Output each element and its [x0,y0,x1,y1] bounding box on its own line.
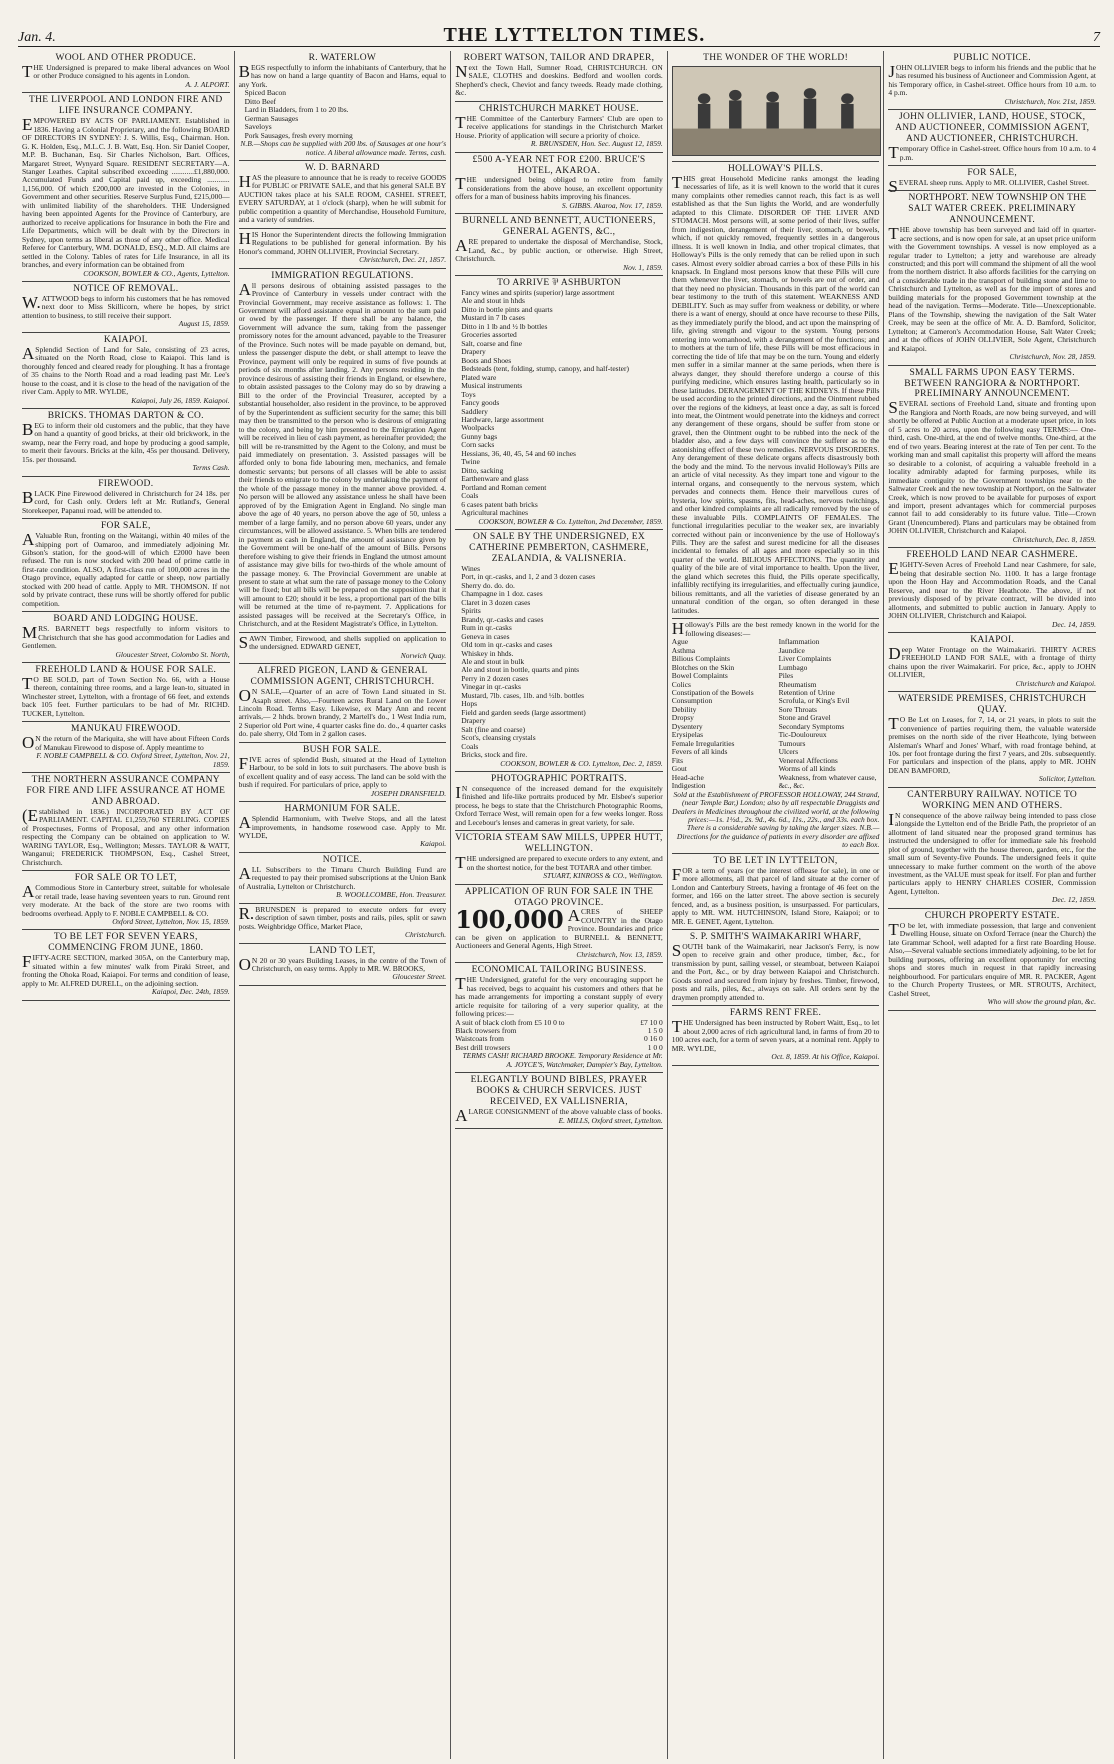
list-item: Ague [671,637,689,647]
list-item: Old tom in qr.-casks and cases [461,640,553,650]
advertisement [455,276,663,530]
ad-heading: CHRISTCHURCH MARKET HOUSE. [479,103,639,114]
ad-signature: Dec. 12, 1859. [1052,895,1096,905]
list-item: Wines [461,563,481,573]
ad-body: SOUTH bank of the Waimakariri, near Jackson's Ferry, is now open to receive grain and other produce, timber, &c., for transmission by punt, sailing vessel, or steamboat, between Kaiapoi and the Port, &c., or by dray between Kaiapoi and Christchurch. Goods stored and secured from injury by freshes. Timber, firewood, posts and rails, piles, &c., always on sale. All orders sent by the draymen promptly attended to. [671,941,880,1002]
item-cell: Best drill trowsers [455,1042,511,1052]
advertisement [455,51,663,102]
ad-body: ON the return of the Mariquita, she will have about Fifteen Cords of Manukau Firewood to dispose of. Apply meantime to [22,733,230,753]
ad-signature: Christchurch and Kaiapoi. [1015,678,1096,688]
ad-body: MRS. BARNETT begs respectfully to inform visitors to Christchurch that she has good accommodation for Ladies and Gentlemen. [22,623,230,651]
list-item: Bilious Complaints [671,654,730,664]
ad-heading: THE LIVERPOOL AND LONDON FIRE AND LIFE INSURANCE COMPANY. [29,95,223,117]
ad-signature: COOKSON, BOWLER & CO., Agents, Lyttelton. [83,268,230,278]
ad-signature: Christchurch. [405,930,447,940]
ad-body: HAS the pleasure to announce that he is ready to receive GOODS for PUBLIC or PRIVATE SALE, and that his general SALE BY AUCTION takes place at his SALE ROOM, CASHEL STREET, EVERY SATURDAY, at 1 o'clock (sharp), when he will submit for public competition a quantity of Merchandise, Household Furniture, and a variety of sundries. [238,172,447,225]
ad-heading: FREEHOLD LAND & HOUSE FOR SALE. [35,665,217,676]
ad-heading: ROBERT WATSON, TAILOR AND DRAPER, [463,53,655,63]
list-item: Colics [671,679,691,689]
list-item: Ditto in bottle pints and quarts [461,304,553,314]
list-item: Whiskey in hhds. [461,648,514,658]
advertisement [455,214,663,276]
ad-signature: STUART, KINROSS & CO., Wellington. [543,871,663,881]
list-item: Jaundice [778,645,805,655]
ad-heading: NOTICE OF REMOVAL. [73,284,179,295]
ad-body: FOR a term of years (or the interest offlease for sale), in one or more allotments, all that parcel of land situate at the corner of London and Canterbury Streets, having a frontage of 46 feet on the former, and 166 on the latter street. The above section is securely fenced, and, as a business position, is unsurpassed. For particulars, apply to MR. WM. HUTCHINSON, Island Store, Kaiapoi; or to MR. E. GENET, Agent, Lyttelton. [671,864,880,926]
ad-heading: ALFRED PIGEON, LAND & GENERAL COMMISSION AGENT, CHRISTCHURCH. [250,666,435,688]
list-item: Musical instruments [461,381,523,391]
list-item: Lard in Bladders, from 1 to 20 lbs. [244,105,349,115]
list-item: Claret in 3 dozen cases [461,597,531,607]
list-item: Sore Throats [778,704,817,714]
price-cell: 1 0 0 [647,1042,663,1052]
ad-body: JOHN OLLIVIER begs to inform his friends and the public that he has resumed his business of Auctioneer and Commission Agent, at his Temporary office, in Cashel-street. Office hours from 10 a.m. to 4 p.m. [888,61,1096,98]
ad-body: THIS great Household Medicine ranks amongst the leading necessaries of life, as it is well known to the world that it cures many complaints other remedies cannot reach, this fact is as well established as that the Sun lights the World, and are wonderfully adapted to this Climate. DISORDER OF THE LIVER AND STOMACH. Most persons will, at some period of their lives, suffer from indigestion, derangement of their liver, stomach, or bowels, which, if not quickly removed, frequently settles in a dangerous illness. It is well known in India, and other tropical climates, that Holloway's Pills is the only remedy that can be relied upon in such cases. Almost every soldier abroad carries a box of these Pills in his knapsack. In England most persons know that these Pills will cure them whenever the liver, stomach, or bowels are out of order, and that they need no physician. Thousands in this part of the world can bear testimony to the truth of this statement. WEAKNESS AND DEBILITY. Such as may suffer from weakness or debility, or where there is a want of energy, should at once have recourse to these Pills, as they immediately purify the blood, and act upon the mainspring of life, giving strength and vigour to the system. Young persons entering into womanhood, with a derangement of the functions; and to mothers at the turn of life, these Pills will be most efficacious in correcting the tide of life that may be on the turn. Young and elderly men suffer in a similar manner at the same periods, when there is always danger, they should therefore undergo a course of this purifying medicine, which ensures lasting health, particularly so in these latitudes. DERANGEMENT OF THE KIDNEYS. If these Pills be used according to the printed directions, and the Ointment rubbed over the regions of the kidneys, at least once a day, as salt is forced into meat, the Ointment would penetrate into the kidneys and correct any derangement of these organs, should be suffer from stone or gravel, then the Ointment ought to be rubbed into the neck of the bladder also, and a few days will convince the sufferer as to the astonishing effect of these two remedies. NERVOUS DISORDERS. Any derangement of these delicate organs affects disastrously both the body and the mind. To the nervous invalid Holloway's Pills are an article of vital necessity. As they impart tone and vigour to the internal organs, and consequently to the nervous system, which pervades and connects them. Hence their marvellous cures of hysteria, low spirits, spasms, fits, head-aches, nervous twitchings, and other kindred complaints are all radically removed by the use of these invaluable Pills. COMPLAINTS OF FEMALES. The functional irregularities peculiar to the weaker sex, are invariably corrected without pain or inconvenience by the use of Holloway's Pills. They are the safest and surest medicine for all the diseases incidental to females of all ages and more especially so in this quarter of the world. BILIOUS AFFECTIONS. The quantity and quality of the bile are of vital importance to health. Upon the liver, the gland which secretes this fluid, the Pills operate specifically, infallibly rectifying its irregularities, and effectually curing jaundice, bilious remittants, and all the varieties of disease generated by an unnatural condition of the organ, so often deranged in these latitudes. [671,172,880,615]
list-item: Scrofula, or King's Evil [778,696,850,706]
list-item: Fancy wines and spirits (superior) large assortment [461,287,615,297]
ad-body: W.ATTWOOD begs to inform his customers that he has removed next door to Miss Skillicorn, where he hopes, by strict attention to business, to still receive their support. [22,293,230,320]
price-cell: 1 5 0 [647,1026,663,1035]
ad-body: IN consequence of the above railway being intended to pass close alongside the Lyttelton end of the Bridle Path, the proprietor of an allotment of land situated near the proposed grand terminus has instructed the undersigned to offer for immediate sale his freehold plot of ground, together with the house thereon, garden, etc., for the small sum of Seventy-five Pounds. The undersigned feels it quite unnecessary to make further comment on the worth of the above investment, as the VALUE must speak for itself. For plan and further particulars apply to HENRY CHARLES COSIER, Commission Agent, Lyttelton. [888,809,1096,896]
ad-signature: N.B.—Shops can be supplied with 200 lbs. of Sausages at one hour's notice. A liberal allowance made. Terms, cash. [240,139,447,157]
advertisement [22,51,230,93]
advertisement [239,944,447,986]
item-cell: Black trowsers from [455,1026,517,1035]
advertisement [672,854,880,930]
goods-list [455,565,663,760]
advertisement [22,612,230,663]
ad-heading: TO ARRIVE ⅌ ASHBURTON [497,278,621,289]
list-item: Coals [461,491,479,501]
list-item: Bricks, stock and fire. [461,750,528,760]
ad-heading: SMALL FARMS UPON EASY TERMS. BETWEEN RANGIORA & NORTHPORT. PRELIMINARY ANNOUNCEMENT. [904,367,1081,400]
list-item: Boots and Shoes [461,355,512,365]
advertisement [455,772,663,831]
ad-body: THE above township has been surveyed and laid off in quarter-acre sections, and is now open for sale, at an upset price uniform with the Government townships. A vessel is now employed as a regular trader to Lyttelton; a jetty and warehouse are already constructed; and this port will command the shipment of all the wool from the northern district. It also affords facilities for the carrying on of a considerable trade in the transport of building stone and lime to Christchurch and Lyttelton, as well as for the import of stores and building materials for the proposed Government township at the head of the navigation. Terms—Moderate. Title—Unexceptionable. Plans of the Township, shewing the navigation of the Salt Water Creek, may be seen at the office of Mr. A. D. Bamford, Solicitor, Lyttelton; at Cameron's Accommodation House, Salt Water Creek; and at the offices of JOHN OLLIVIER, Sole Agent, Christchurch and Kaiapoi. [888,224,1096,353]
list-item: Portland and Roman cement [461,482,547,492]
advertisement [22,333,230,409]
advertisement [455,1073,663,1129]
list-item: Secondary Symptoms [778,721,845,731]
ad-heading: LAND TO LET, [309,945,376,956]
ad-heading: MANUKAU FIREWOOD. [70,724,181,735]
ad-body: THE undersigned are prepared to execute orders to any extent, and on the shortest notice, for the best TOTARA and other timber. [455,853,663,873]
ad-body: HIS Honor the Superintendent directs the following Immigration Regulations to be published for general information. By his Honor's command, JOHN OLLIVIER, Provincial Secretary. [238,228,447,256]
ad-signature: Gloucester Street, Colombo St. North, [115,649,230,659]
advertisement [455,885,663,964]
advertisement [22,409,230,477]
advertisement [22,930,230,1000]
ad-body: AValuable Run, fronting on the Waitangi, within 40 miles of the shipping port of Oamaroo, and immediately adjoining Mr. Gibson's station, for the good-will of which £2000 have been refused. The run is now stocked with 200 head of prime cattle in first-rate condition. ALSO, A first-class run of 100,000 acres in the Otago province, equally adapted for cattle or sheep, now partially stocked with 200 head of cattle. Apply to MR. THOMSON. If not sold by private contract, these runs will be shortly offered for public competition. [22,530,230,608]
list-item: Mustard in 7 lb cases [461,313,525,323]
advertisement [888,633,1096,692]
advertisement [888,788,1096,909]
ad-signature: JOSEPH DRANSFIELD. [370,788,447,798]
woodcut-illustration [672,66,882,156]
advertisement [888,909,1096,1011]
ad-signature: TERMS CASH! RICHARD BROOKE. Temporary Residence at Mr. A. JOYCE'S, Watchmaker, Dampier's Bay, Lyttelton. [462,1051,663,1069]
list-item: Indigestion [671,781,706,791]
ad-body: TO be let, with immediate possession, that large and convenient Dwelling House, situate on Oxford Terrace (near the Church) the late Grammar School, well adapted for a first rate Boarding House. Also,—Several valuable sections immediately adjoining, to be let for building purposes, offering an excellent opportunity for erecting shops and stores much in request in that rapidly increasing neighbourhood. For particulars enquire of MR. R. PACKER, Agent to the Church Property Trustees, or MR. STROUTS, Architect, Cashel Street, [888,919,1096,998]
ad-body: SEVERAL sheep runs. Apply to MR. OLLIVIER, Cashel Street. [888,176,1089,196]
list-item: Groceries assorted [461,330,517,340]
ad-heading: WATERSIDE PREMISES, CHRISTCHURCH QUAY. [898,694,1087,716]
ad-heading: VICTORIA STEAM SAW MILLS, UPPER HUTT, WELLINGTON. [455,833,663,855]
list-item: Constipation of the Bowels [671,687,754,697]
advertisement [22,519,230,612]
ad-signature: E. MILLS, Oxford street, Lyttelton. [558,1115,663,1125]
list-item: Mustard, 7lb. cases, 1lb. and ½lb. bottles [461,690,585,700]
list-item: Liver Complaints [778,654,832,664]
list-item: Salt (fine and coarse) [461,724,526,734]
list-item: Ale and stout in hhds [461,296,525,306]
advertisement [22,477,230,519]
ad-body: THE Undersigned has been instructed by Robert Waitt, Esq., to let about 2,000 acres of rich agricultural land, in farms of from 20 to 100 acres each, for a term of seven years, at a nominal rent. Apply to MR. WYLDE, [671,1017,880,1053]
ad-heading: THE WONDER OF THE WORLD! [703,53,849,63]
ad-heading: R. WATERLOW [308,53,377,63]
list-item: Ale and stout in bulk [461,657,525,666]
ad-signature: Christchurch, Dec. 21, 1857. [359,255,447,265]
ad-signature: F. NOBLE CAMPBELL & CO. Oxford Street, Lyttelton, Nov. 21, 1859. [36,751,230,769]
advertisement [455,530,663,772]
list-item: Lumbago [778,662,808,672]
list-item: Twine [461,457,480,467]
list-item: Weakness, from whatever cause, &c., &c. [778,772,877,791]
advertisement [888,110,1096,166]
list-item: Gout [671,764,687,774]
ad-body: TO Be Let on Leases, for 7, 14, or 21 years, in plots to suit the convenience of parties requiring them, the valuable waterside premises on the north side of the river Heathcote, lying between Alsleman's Wharf and Jones' Wharf, with road frontage behind, at 10s. per foot frontage during the first 7 years, and 20s. subsequently. For particulars and inspection of the plans, apply to MR. JOHN DEAN BAMFORD, [888,714,1096,775]
list-item: Rum in qr.-casks [461,623,512,633]
ad-body: ON 20 or 30 years Building Leases, in the centre of the Town of Christchurch, on easy terms. Apply to MR. W. BROOKS, [238,954,447,974]
list-item: Stone and Gravel [778,713,831,723]
ad-heading: FOR SALE, [100,521,151,532]
ad-signature: Nov. 1, 1859. [623,262,663,272]
list-item: Retention of Urine [778,687,835,697]
list-item: Drapery [461,716,486,726]
ad-heading: FIREWOOD. [98,478,154,489]
ad-heading: £500 A-YEAR NET FOR £200. BRUCE'S HOTEL, AKAROA. [472,154,646,176]
list-item: Head-ache [671,772,704,782]
ad-heading: W. D. BARNARD [304,163,380,174]
list-item: Consumption [671,696,713,706]
ad-heading: HOLLOWAY'S PILLS. [728,163,824,174]
advertisement [455,963,663,1073]
ad-body: IN consequence of the increased demand for the exquisitely finished and life-like portraits produced by Mr. Elsbee's superior process, he begs to state that the Christchurch Photographic Rooms, Oxford Terrace West, will remain open for a few weeks longer. Ross and Lecebour's lenses and cameras in great variety, for sale. [455,783,663,827]
advertisement [239,161,447,229]
column-1 [18,51,235,1759]
ad-signature: Christchurch, Nov. 28, 1859. [1009,352,1096,362]
ad-body: THE Undersigned, grateful for the very encouraging support he has received, begs to acquaint his customers and others that he has made arrangements for importing a constant supply of every article requisite for tailoring of a very superior quality, at the following prices:— [455,974,663,1019]
ad-signature: A. J. ALPORT. [185,79,230,89]
advertisement [455,153,663,215]
advertisement [239,904,447,944]
list-item: Rheumatism [778,679,817,689]
list-item: Dysentery [671,721,703,731]
ad-signature: Kaiapoi. [420,839,447,849]
ad-body: SEVERAL sections of Freehold Land, situate and fronting upon the Rangiora and North Roads, are now being surveyed, and will shortly be offered at Public Auction at a moderate upset price, in lots of 5 acres to 20 acres, upon the following easy TERMS:— One-third, cash. One-third, at the end of twelve months. One-third, at the end of two years. Bearing interest at the rate of Ten per cent. To the working man and small capitalist this property will afford the means so desirable to a colonist, of acquiring a valuable freehold in a locality admirably adapted for farming purposes, while its immediate contiguity to the Government townships near to the Saltwater Creek and the new township at Northport, on the Saltwater Creek, which is now proved to be available for purposes of export and import, present advantages which for commercial purposes cannot fail to add considerably to its future value. Title—Crown Grant (Unencumbered). Plans and particulars may be obtained from JOHN OLLIVIER, Christchurch and Kaiapoi. [888,398,1096,536]
advertisement [239,229,447,269]
list-item: Drapery [461,347,486,357]
advertisement [672,619,880,854]
list-item: German Sausages [244,113,299,123]
ad-heading: ON SALE BY THE UNDERSIGNED, EX CATHERINE PEMBERTON, CASHMERE, ZEALANDIA, & VALISNERIA. [469,532,649,564]
list-item: Field and garden seeds (large assortment) [461,707,586,717]
ad-body: ALL Subscribers to the Timaru Church Building Fund are requested to pay their promised subscriptions at the Union Bank of Australia, Lyttelton or Christchurch. [238,863,447,891]
advertisement [888,692,1096,788]
list-item: Champagne in 1 doz. cases [461,589,543,599]
advertisement [239,802,447,853]
list-item: Pork Sausages, fresh every morning [244,130,353,140]
list-item: Port, in qr.-casks, and 1, 2 and 3 dozen cases [461,572,596,582]
list-item: Tic-Douloureux [778,730,827,740]
ad-signature: R. BRUNSDEN, Hon. Sec. August 12, 1859. [530,139,663,149]
advertisement [239,853,447,904]
big-figure: 100,000 [455,905,564,935]
list-item: Spiced Bacon [244,88,287,98]
ad-signature: Terms Cash. [192,463,230,473]
ad-signature: Kaiapoi, July 26, 1859. Kaiapoi. [131,395,230,405]
advertisement [22,93,230,282]
ad-heading: BOARD AND LODGING HOUSE. [53,614,199,625]
column-3 [451,51,668,1759]
list-item: Toys [461,389,476,399]
price-cell: £7 10 0 [640,1017,663,1027]
list-item: Coals [461,741,479,751]
ad-signature: Kaiapoi, Dec. 24th, 1859. [151,987,230,997]
ad-heading: ECONOMICAL TAILORING BUSINESS. [471,965,647,976]
list-item: Asthma [671,645,696,655]
ad-heading: FREEHOLD LAND NEAR CASHMERE. [906,550,1078,561]
advertisement [239,633,447,664]
ad-body: EIGHTY-Seven Acres of Freehold Land near Cashmere, for sale, being that desirable section No. 1100. It has a large frontage upon the Hoon Hay and Accommodation Roads, and the Canal Reserve, and near to the River Heathcote. The above, if not previously disposed of by private contract, will be divided into allotments, and submitted to public auction in January. Apply to JOHN OLLIVIER, Christchurch and Kaiapoi. [888,559,1096,621]
ad-body: FIVE acres of splendid Bush, situated at the Head of Lyttelton Harbour, to be sold in lots to suit purchasers. The above bush is of excellent quality and of easy access. The land can be sold with the bush if required. For particulars of price, apply to [238,753,447,790]
list-item: Female Irregularities [671,738,735,748]
item-cell: A suit of black cloth from £5 10 0 to [455,1017,565,1027]
ad-heading: PHOTOGRAPHIC PORTRAITS. [490,774,627,785]
list-item: Plated ware [461,372,497,382]
advertisement [22,282,230,333]
list-item: Venereal Affections [778,755,838,765]
ad-heading: IMMIGRATION REGULATIONS. [271,270,414,281]
list-item: Inflammation [778,637,820,647]
ad-heading: PUBLIC NOTICE. [953,53,1031,63]
list-item: Geneva in cases [461,631,510,641]
ad-signature: Solicitor, Lyttelton. [1038,774,1096,784]
price-cell: 0 16 0 [644,1034,663,1044]
ad-heading: NOTICE. [322,854,363,865]
ad-heading: WOOL AND OTHER PRODUCE. [55,53,197,63]
advertisement [455,831,663,884]
ad-signature: COOKSON, BOWLER & Co. Lyttelton, 2nd December, 1859. [478,516,663,526]
list-item: Agricultural machines [461,508,529,518]
list-item: Hardware, large assortment [461,414,544,424]
ad-heading: TO BE LET IN LYTTELTON, [713,855,838,866]
ad-body: ASplendid Harmonium, with Twelve Stops, and all the latest improvements, in handsome rosewood case. Apply to Mr. WYLDE, [238,813,447,841]
ad-body: Next the Town Hall, Sumner Road, CHRISTCHURCH. ON SALE, CLOTHS and doeskins. Bedford and woollen cords. Shepherd's check, Cheviot and fancy tweeds. Ready made clothing, &c. [455,61,663,98]
ad-heading: S. P. SMITH'S WAIMAKARIRI WHARF, [689,932,862,943]
ad-signature: Dec. 14, 1859. [1052,619,1096,629]
page-number: 7 [1092,30,1100,45]
list-item: Ulcers [778,747,799,757]
advertisement [239,743,447,802]
ad-signature: S. GIBBS. Akaroa, Nov. 17, 1859. [561,200,663,210]
ad-signature: COOKSON, BOWLER & CO. Lyttelton, Dec. 2, 1859. [500,758,663,768]
item-cell: Waistcoats from [455,1034,504,1044]
advertisement [888,166,1096,196]
disease-list [672,638,880,790]
list-item: Saveloys [244,122,272,132]
advertisement [455,102,663,153]
columns [18,51,1100,1759]
advertisement [888,51,1096,110]
list-item: Bowel Complaints [671,671,728,681]
list-item: Fits [671,755,684,765]
ad-heading: BRICKS. THOMAS DARTON & CO. [47,411,204,422]
ad-heading: ELEGANTLY BOUND BIBLES, PRAYER BOOKS & CHURCH SERVICES. JUST RECEIVED, EX VALLISNERIA, [470,1075,648,1108]
advertisement [239,51,447,161]
ad-heading: BURNELL AND BENNETT, AUCTIONEERS, GENERAL AGENTS, &C., [462,216,656,238]
list-item: Fancy goods [461,398,500,408]
issue-date: Jan. 4. [18,30,56,45]
advertisement [672,1006,880,1065]
ad-heading: CHURCH PROPERTY ESTATE. [924,910,1060,921]
advertisement [888,191,1096,365]
advertisement [239,664,447,743]
column-4 [668,51,885,1759]
list-item: 6 cases patent bath bricks [461,499,538,509]
list-item: Dropsy [671,713,694,723]
ad-signature: Gloucester Street. [392,972,447,982]
masthead [18,24,1100,47]
ad-body: TO BE SOLD, part of Town Section No. 66, with a House thereon, containing three rooms, and a large lean-to, situated in Winchester street, Lyttelton, with a frontage of 66 feet, and extends back 105 feet. Further particulars to be had of Mr. RICHD. TUCKER, Lyttelton. [22,674,230,718]
ad-heading: KAIAPOI. [970,635,1015,646]
list-item: Ditto in 1 lb and ½ lb bottles [461,321,548,331]
ad-body: All persons desirous of obtaining assisted passages to the Province of Canterbury in vessels under contract with the Provincial Government, may receive assistance as follows: 1. The Government will afford assistance equal in amount to the sum paid or owed by the passenger. If there shall be any balance, the Government will advance the sum, taking from the passenger promissory notes for the amount advanced, payable to the Treasurer of the Province. Such notes will be made payable on demand, but, unless the passenger dispute the debt, or shall attempt to leave the Province, payment will only be required in sums of five pounds at periods of six months after landing. 2. Any persons residing in the province desirous of assisting their friends in England, or elsewhere, to obtain assisted passages to the Colony may do so by drawing a Bill to the order of the Provincial Treasurer, accepted by a substantial householder, also resident in the province, to be approved of by the Superintendent as sufficient security for the same; this bill may then be transmitted to the person who is desirous of emigrating to the colony, and being by him presented to the Emigration Agent will be received in lieu of cash payment, as hereinafter provided; the bill will be re-transmitted by the Agent to the Colony, and must be paid immediately on presentation. 3. Assisted passages will be afforded only to bona fide labouring men, mechanics, and female domestic servants; but persons of all classes will be able to assist their friends to emigrate to the colony by undertaking the payment of the whole of the passage money in the manner above provided. 4. No person will be allowed any assistance unless he shall have been approved of by the Emigration Agent in England. No single man above the age of 40 years, no person above the age of 50, unless a member of a large family, and no person above 60 years, under any circumstances, will be allowed assistance. 5. When bills are tendered in payment as cash in England, the amount of assistance given by the Government will be one-half of the amount of Bills. Persons therefore wishing to give their friends in England the utmost amount of assistance may give bills for two-thirds of the whole amount of the passage money. 6. The Provincial Government are unable at present to state at what sum the rate of passage money to the Colony will be fixed; but all bills will be prepared on the supposition that it will amount to £20; should it be less, a proportional part of the bills will be returned at the time of re-payment. 7. Applications for assisted passages will be received at the Secretary's Office, in Christchurch, and at the Resident Magistrate's Office, in Lyttelton. [238,279,447,629]
advertisement [672,162,880,619]
ad-heading: APPLICATION OF RUN FOR SALE IN THE OTAGO PROVINCE. [464,886,654,908]
ad-heading: THE NORTHERN ASSURANCE COMPANY FOR FIRE AND LIFE ASSURANCE AT HOME AND ABROAD. [26,775,226,807]
ad-body: BEGS respectfully to inform the inhabitants of Canterbury, that he has now on hand a large quantity of Bacon and Hams, equal to any York. [238,61,447,89]
list-item: Salt, coarse and fine [461,338,522,348]
list-item: Erysipelas [671,730,704,740]
list-item: Bedsteads (tent, folding, stump, canopy, and half-tester) [461,364,629,374]
ad-heading: TO BE LET FOR SEVEN YEARS, COMMENCING FROM JUNE, 1860. [48,932,204,954]
list-item: Perry in 2 dozen cases [461,673,529,683]
newspaper-title: THE LYTTELTON TIMES. [443,24,706,46]
ad-body: ON SALE,—Quarter of an acre of Town Land situated in St. Asaph street. Also,—Fourteen acres Rural Land on the Lower Lincoln Road. Terms Easy. Likewise, ex Mary Ann and recent arrivals,— 2 hhds. brown brandy, 2 Martell's do., 1 West India rum, 2 Superior old Port wine, 4 quarter casks fine do. do., 4 quarter casks do. pale sherry, Old Tom in 2 gallon cases. [238,686,447,739]
advertisement [239,269,447,633]
advertisement [888,548,1096,633]
list-item: Spirits [461,606,481,616]
ad-body: ACRES of SHEEP COUNTRY in the Otago Province. Boundaries and price can be given on application to BURNELL & BENNETT, Auctioneers and General Agents, High Street. [455,906,663,951]
list-item: Vinegar in qr.-casks [461,682,521,692]
ad-signature: Oct. 8, 1859. At his Office, Kaiapoi. [771,1052,880,1062]
ad-signature: Christchurch, Nov. 21st, 1859. [1004,96,1096,106]
goods-list [455,289,663,518]
ad-heading: NORTHPORT. NEW TOWNSHIP ON THE SALT WATER CREEK. PRELIMINARY ANNOUNCEMENT. [908,193,1087,226]
list-item: Woolpacks [461,423,495,433]
ad-signature: Christchurch, Nov. 13, 1859. [576,949,663,959]
ad-body: Holloway's Pills are the best remedy known in the world for the following diseases:— [671,619,880,639]
advertisement [888,366,1096,549]
price-table [455,1019,663,1053]
ad-body: ACommodious Store in Canterbury street, suitable for wholesale or retail trade, lease having seventeen years to run. Ground rent very moderate. At the back of the store are two rooms with bedrooms overhead. Apply to F. NOBLE CAMPBELL & CO. [22,882,230,918]
list-item: Worms of all kinds [778,764,836,774]
list-item: Tumours [778,738,806,748]
ad-signature: August 15, 1859. [178,319,230,329]
ad-signature: B. WOOLLCOMBE, Hon. Treasurer. [336,890,447,900]
list-item: Piles [778,671,794,681]
goods-list [239,89,447,140]
ad-heading: FOR SALE, [967,167,1018,178]
ad-heading: BUSH FOR SALE. [302,744,382,755]
ad-heading: KAIAPOI. [103,334,148,345]
ad-body: SAWN Timber, Firewood, and shells supplied on application to the undersigned. EDWARD GENET, [238,632,447,652]
list-item: Ditto Beef [244,96,277,106]
ad-signature: Norwich Quay. [400,650,447,660]
list-item: Ditto, sacking [461,465,504,475]
ad-heading: CANTERBURY RAILWAY. NOTICE TO WORKING MEN AND OTHERS. [907,789,1078,811]
list-item: Ale and stout in bottle, quarts and pints [461,665,580,675]
list-item: Hops [461,699,478,709]
ad-body: ASplendid Section of Land for Sale, consisting of 23 acres, situated on the North Road, close to Kaiapoi. This land is thoroughly fenced and cleared ready for ploughing. It has a frontage of 35 chains to the North Road and a road leading past Mr. Lee's house to the coast, and it is close to the head of the navigation of the river Cam. Apply to MR. WYLDE, [22,343,230,397]
ad-heading: HARMONIUM FOR SALE. [284,804,401,815]
ad-body: THE undersigned being obliged to retire from family considerations from the above house, an excellent opportunity offers for a man of business habits improving his finances. [455,174,663,202]
advertisement [22,663,230,722]
ad-body: Deep Water Frontage on the Waimakariri. THIRTY ACRES FREEHOLD LAND FOR SALE, with a frontage of thirty chains upon the river Waimakariri. For price, &c., apply to JOHN OLLIVIER, [888,643,1096,680]
ad-body: ARE prepared to undertake the disposal of Merchandise, Stock, Land, &c., by public auction, or otherwise. High Street, Christchurch. [455,236,663,264]
column-2 [235,51,452,1759]
ad-body: THE Undersigned is prepared to make liberal advances on Wool or other Produce consigned to his agents in London. [22,61,230,81]
advertisement [672,51,880,162]
ad-signature: Sold at the Establishment of PROFESSOR HOLLOWAY, 244 Strand, (near Temple Bar,) London; also by all respectable Druggists and Dealers in Medicines throughout the civilized world, at the following prices:—1s. 1½d., 2s. 9d., 4s. 6d., 11s., 22s., and 33s. each box. There is a considerable saving by taking the larger sizes. N.B.—Directions for the guidance of patients in every disorder are affixed to each Box. [672,789,880,850]
advertisement [672,930,880,1006]
list-item: Scot's, cleansing crystals [461,733,536,743]
list-item: Saddlery [461,406,488,416]
ad-body: Temporary Office in Cashel-street. Office hours from 10 a.m. to 4 p.m. [888,143,1096,163]
advertisement [22,773,230,871]
ad-body: BEG to inform their old customers and the public, that they have on hand a quantity of good bricks, at their old brickwork, in the swamp, near the Ferry road, and hope by producing a good sample, to merit their favours. Bricks at the kiln, 45s per thousand. Delivery, 15s. per thousand. [22,420,230,464]
ad-body: THE Committee of the Canterbury Farmers' Club are open to receive applications for standings in the Christchurch Market House. Priority of application will secure a priority of choice. [455,112,663,140]
list-item: Debility [671,704,697,714]
ad-body: EMPOWERED BY ACTS OF PARLIAMENT. Established in 1836. Having a Colonial Proprietary, and the following BOARD OF DIRECTORS IN SYDNEY: J. S. Willis, Esq., Chairman. Hon. G. K. Holden, Esq., M.L.C. J. B. Watt, Esq. Hon. Sir Daniel Cooper, M.P. B. Buchanan, Esq. Sir Charles Nicholson, Bart. Offices, Margaret Street, Wynyard Square. RESIDENT SECRETARY—A. Stanger Leathes. Capital subscribed exceeding ............£1,880,000. Accumulated Funds and Capital paid up, exceeding ............ 1,156,000. Of which £200,000 are invested in the Colonies, in Government and other securities. Reserve Surplus Fund, £215,000—with unlimited liability of the shareholders. THE Undersigned having been appointed Agents for the Province of Canterbury, are authorized to receive applications for Insurance in both the Fire and Life Departments, which will be dealt with by the Directors in Sydney, upon terms as liberal as those of any other office. Medical Referee for Canterbury, WM. DONALD, ESQ., M.D. All claims are settled in the Colony. Tables of rates for Life Insurance, in all its branches, and every information can be obtained from [22,115,230,270]
list-item: Sherry do. do. do. [461,580,515,590]
list-item: Earthenware and glass [461,474,529,484]
ad-signature: Who will show the ground plan, &c. [987,997,1096,1007]
ad-signature: Oxford Street, Lyttelton, Nov. 15, 1859. [112,916,230,926]
ad-heading: FARMS RENT FREE. [729,1008,822,1019]
column-5 [884,51,1100,1759]
ad-heading: JOHN OLLIVIER, LAND, HOUSE, STOCK, AND AUCTIONEER, COMMISSION AGENT, AND AUCTIONEER, CHRISTCHURCH. [895,112,1090,145]
ad-heading: FOR SALE OR TO LET, [74,873,177,884]
ad-signature: Christchurch, Dec. 8, 1859. [1012,534,1096,544]
ad-body: FIFTY-ACRE SECTION, marked 305A, on the Canterbury map, situated within a few minutes' walk from Piraki Street, and fronting the Ohoka Road, Kaiapoi. For terms and condition of lease, apply to Mr. ALFRED DURELL, on the adjoining section. [22,952,230,988]
list-item: Hessians, 36, 40, 45, 54 and 60 inches [461,448,576,458]
ad-body: ALARGE CONSIGNMENT of the above valuable class of books. [455,1106,663,1126]
ad-body: (Established in 1836.) INCORPORATED BY ACT OF PARLIAMENT. CAPITAL £1,259,760 STERLING. COPIES of Prospectuses, Forms of Proposal, and any other information respecting the Company can be obtained on application to W. WARING TAYLOR, Esq., Wellington; Messrs. TAYLOR & WATT, Wanganui; FREDERICK THOMPSON, Esq., Cashel Street, Christchurch. [22,805,230,867]
advertisement [22,871,230,930]
advertisement [22,722,230,773]
list-item: Gunny bags [461,431,498,441]
ad-body: R.BRUNSDEN is prepared to execute orders for every description of sawn timber, posts and rails, piles, split or sawn posts. Weighbridge Office, Market Place, [238,903,447,931]
list-item: Blotches on the Skin [671,662,735,672]
list-item: Fevers of all kinds [671,747,728,757]
ad-body: BLACK Pine Firewood delivered in Christchurch for 24 18s. per cord, for Cash only. Orders left at Mr. Rutland's, General Storekeeper, Papanui road, will be attended to. [22,487,230,515]
list-item: Brandy, qr.-casks and cases [461,614,544,624]
list-item: Corn sacks [461,440,495,450]
